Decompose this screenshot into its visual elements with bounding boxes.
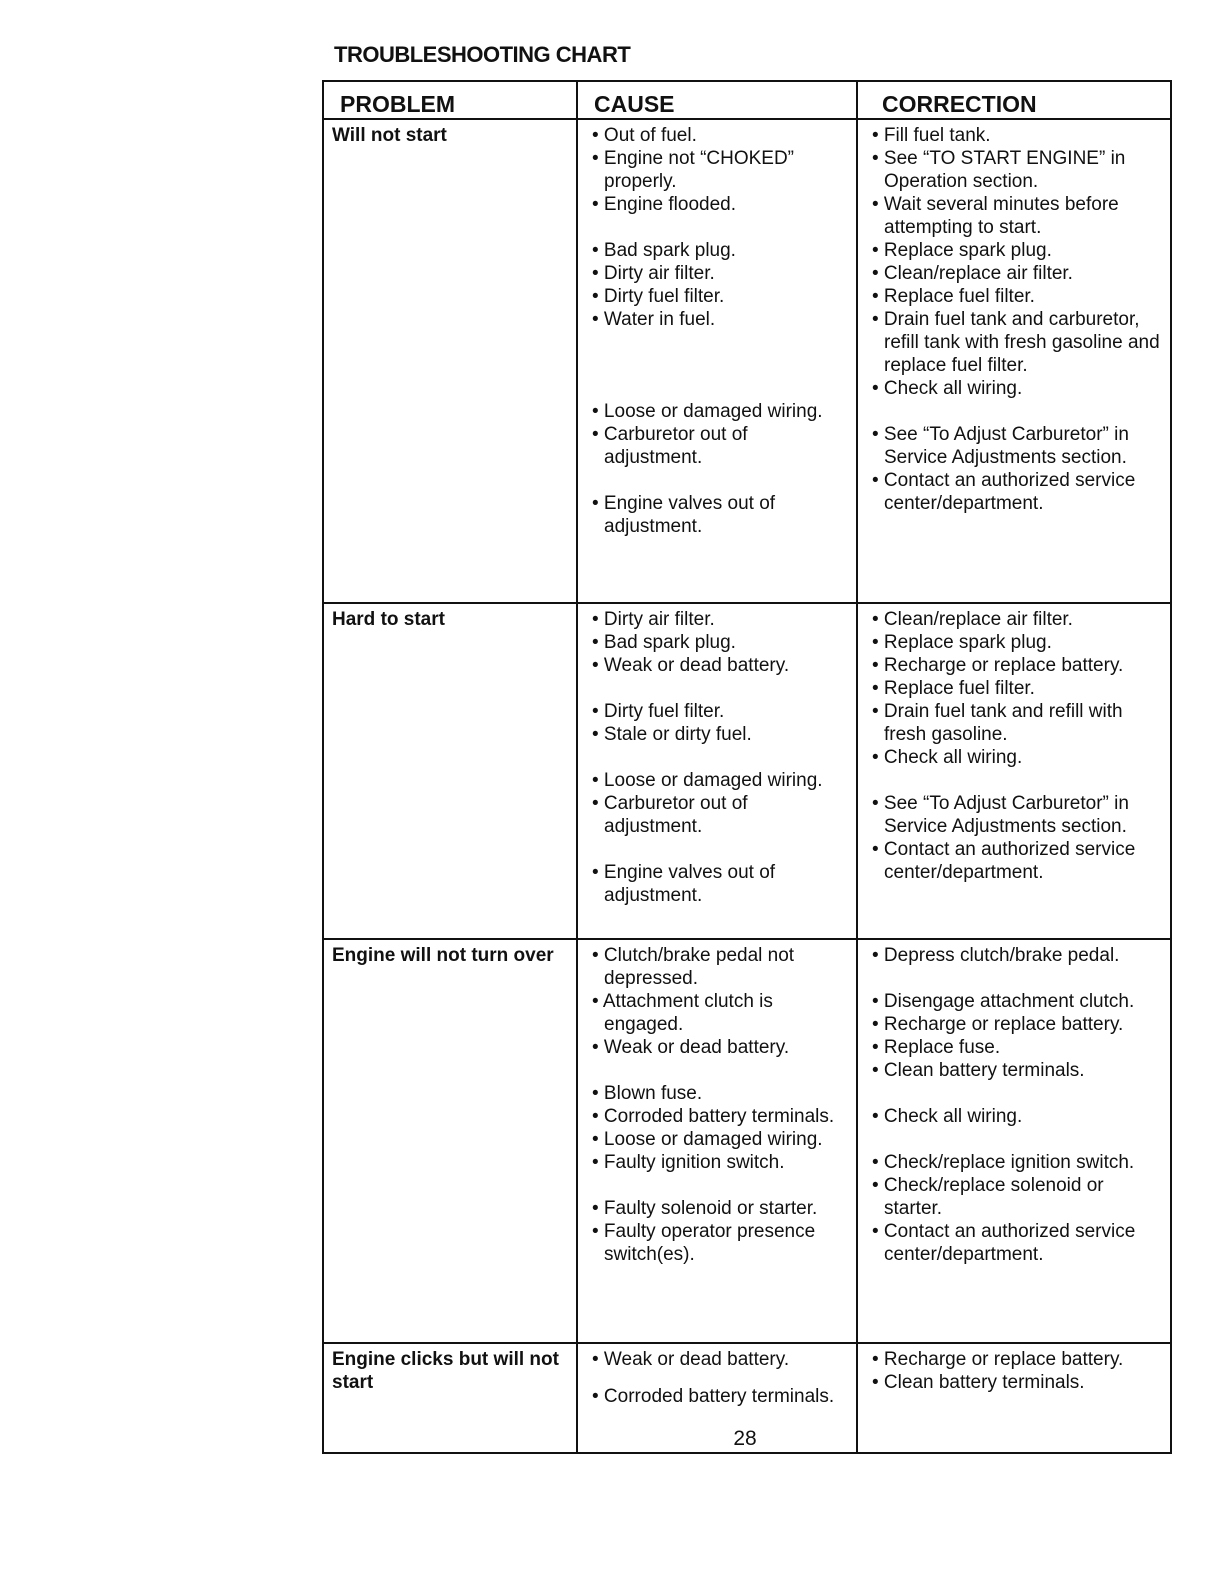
cause-item: • Water in fuel. xyxy=(592,309,716,330)
table-row xyxy=(323,603,1171,939)
cause-item: • Bad spark plug. xyxy=(592,240,736,261)
cause-item: • Dirty fuel filter. xyxy=(592,286,725,307)
cause-item: • Out of fuel. xyxy=(592,125,697,146)
cause-item: • Clutch/brake pedal not depressed. xyxy=(592,945,795,989)
cause-item: • Faulty operator presence switch(es). xyxy=(592,1221,816,1265)
cause-item: • Engine valves out of adjustment. xyxy=(592,862,776,906)
cause-item: • Loose or damaged wiring. xyxy=(592,770,823,791)
correction-item: • Replace fuel filter. xyxy=(872,678,1035,699)
cause-item: • Loose or damaged wiring. xyxy=(592,401,823,422)
correction-item: • Replace fuse. xyxy=(872,1037,1001,1058)
correction-cell xyxy=(857,939,1171,1343)
correction-item: • Check all wiring. xyxy=(872,747,1023,768)
cause-item: • Carburetor out of adjustment. xyxy=(592,424,748,468)
correction-item: • Clean battery terminals. xyxy=(872,1372,1085,1393)
cause-item: • Engine not “CHOKED” properly. xyxy=(592,148,795,192)
correction-item: • See “To Adjust Carburetor” in Service Adjustments section. xyxy=(872,424,1129,468)
correction-item: • Replace spark plug. xyxy=(872,632,1052,653)
cause-item: • Faulty ignition switch. xyxy=(592,1152,785,1173)
correction-item: • Recharge or replace battery. xyxy=(872,1349,1124,1370)
correction-item: • Replace fuel filter. xyxy=(872,286,1035,307)
correction-item: • Replace spark plug. xyxy=(872,240,1052,261)
correction-item: • Check/replace solenoid or starter. xyxy=(872,1175,1104,1219)
correction-item: • See “TO START ENGINE” in Operation section. xyxy=(872,148,1126,192)
correction-item: • Clean/replace air filter. xyxy=(872,609,1073,630)
correction-item: • Recharge or replace battery. xyxy=(872,1014,1124,1035)
page-title: TROUBLESHOOTING CHART xyxy=(334,42,631,67)
header-correction: CORRECTION xyxy=(857,81,1171,119)
cause-item: • Engine valves out of adjustment. xyxy=(592,493,776,537)
correction-item: • Contact an authorized service center/department. xyxy=(872,1221,1136,1265)
correction-item: • Contact an authorized service center/department. xyxy=(872,470,1136,514)
table-row xyxy=(323,939,1171,1343)
cause-item: • Carburetor out of adjustment. xyxy=(592,793,748,837)
correction-item: • Check all wiring. xyxy=(872,1106,1023,1127)
cause-item: • Weak or dead battery. xyxy=(592,1349,790,1370)
cause-item: • Dirty air filter. xyxy=(592,263,715,284)
correction-item: • Depress clutch/brake pedal. xyxy=(872,945,1120,966)
problem-cell: Engine will not turn over xyxy=(323,939,577,1343)
problem-cell: Will not start xyxy=(323,119,577,603)
correction-item: • Contact an authorized service center/department. xyxy=(872,839,1136,883)
cause-item: • Dirty fuel filter. xyxy=(592,701,725,722)
cause-item: • Dirty air filter. xyxy=(592,609,715,630)
correction-cell xyxy=(857,119,1171,603)
cause-item: • Corroded battery terminals. xyxy=(592,1386,835,1407)
cause-item: • Bad spark plug. xyxy=(592,632,736,653)
correction-item: • Clean battery terminals. xyxy=(872,1060,1085,1081)
correction-item: • Drain fuel tank and refill with fresh gasoline. xyxy=(872,701,1123,745)
cause-item: • Engine flooded. xyxy=(592,194,736,215)
problem-cell: Engine clicks but will not start xyxy=(323,1343,577,1453)
cause-item: • Loose or damaged wiring. xyxy=(592,1129,823,1150)
correction-item: • Drain fuel tank and carburetor, refill tank with fresh gasoline and replace fuel filter. xyxy=(872,309,1160,376)
cause-item: • Stale or dirty fuel. xyxy=(592,724,752,745)
correction-item: • See “To Adjust Carburetor” in Service Adjustments section. xyxy=(872,793,1129,837)
correction-item: • Check/replace ignition switch. xyxy=(872,1152,1135,1173)
header-cause: CAUSE xyxy=(577,81,857,119)
cause-cell xyxy=(577,119,857,603)
cause-item: • Attachment clutch is engaged. xyxy=(592,991,773,1035)
correction-item: • Disengage attachment clutch. xyxy=(872,991,1135,1012)
troubleshooting-table xyxy=(322,80,1172,1454)
cause-cell xyxy=(577,939,857,1343)
cause-cell xyxy=(577,603,857,939)
cause-item: • Faulty solenoid or starter. xyxy=(592,1198,818,1219)
cause-item: • Corroded battery terminals. xyxy=(592,1106,835,1127)
cause-item: • Weak or dead battery. xyxy=(592,655,790,676)
problem-cell: Hard to start xyxy=(323,603,577,939)
page-number: 28 xyxy=(733,1427,757,1450)
correction-item: • Fill fuel tank. xyxy=(872,125,991,146)
correction-item: • Recharge or replace battery. xyxy=(872,655,1124,676)
correction-item: • Clean/replace air filter. xyxy=(872,263,1073,284)
cause-item: • Weak or dead battery. xyxy=(592,1037,790,1058)
correction-item: • Check all wiring. xyxy=(872,378,1023,399)
header-row xyxy=(323,81,1171,119)
header-problem: PROBLEM xyxy=(323,81,577,119)
correction-cell xyxy=(857,603,1171,939)
table-row xyxy=(323,119,1171,603)
correction-item: • Wait several minutes before attempting to start. xyxy=(872,194,1119,238)
cause-item: • Blown fuse. xyxy=(592,1083,703,1104)
